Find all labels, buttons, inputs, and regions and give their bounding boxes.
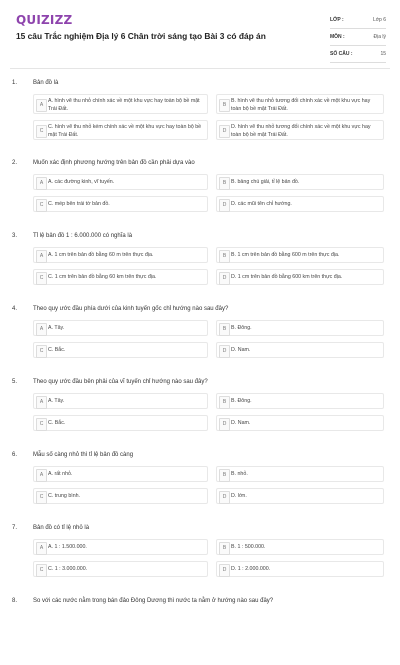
question-text: Tỉ lệ bản đồ 1 : 6.000.000 có nghĩa là: [33, 233, 133, 239]
option-letter-badge: B: [219, 99, 230, 112]
answer-option-c[interactable]: [33, 120, 208, 140]
answer-option-b[interactable]: [216, 466, 384, 482]
answer-option-c[interactable]: [33, 561, 208, 577]
option-text: D. hình vẽ thu nhỏ tương đối chính xác về một khu vực hay toàn bộ bề mặt Trái Đất.: [231, 124, 371, 138]
answer-option-c[interactable]: [33, 415, 208, 431]
worksheet-header: [0, 0, 400, 60]
question-text: Bản đồ là: [33, 80, 59, 86]
question-text: Theo quy ước đầu phía dưới của kinh tuyến gốc chỉ hướng nào sau đây?: [33, 306, 229, 312]
answer-option-d[interactable]: [216, 196, 384, 212]
answer-option-a[interactable]: [33, 539, 208, 555]
answer-option-b[interactable]: [216, 247, 384, 263]
answer-option-b[interactable]: [216, 539, 384, 555]
option-letter-badge: A: [36, 177, 47, 190]
option-text: C. hình vẽ thu nhỏ kém chính xác về một khu vực hay toàn bộ bề mặt Trái Đất.: [48, 124, 202, 138]
option-text: A. 1 cm trên bản đồ bằng 60 m trên thực địa.: [48, 252, 154, 258]
option-letter-badge: C: [36, 272, 47, 285]
answer-option-c[interactable]: [33, 196, 208, 212]
answer-option-a[interactable]: [33, 466, 208, 482]
option-text: D. Nam.: [231, 420, 251, 426]
option-text: A. 1 : 1.500.000.: [48, 544, 87, 550]
question-block: [0, 519, 400, 592]
option-text: D. 1 cm trên bản đồ bằng 600 km trên thực địa.: [231, 274, 343, 280]
meta-value: Lớp 6: [372, 17, 386, 23]
option-text: C. 1 cm trên bản đồ bằng 60 km trên thực địa.: [48, 274, 157, 280]
option-text: D. lớn.: [231, 493, 247, 499]
meta-subject: [330, 29, 386, 46]
meta-label: SỐ CÂU :: [330, 51, 353, 57]
option-text: B. 1 cm trên bản đồ bằng 600 m trên thực địa.: [231, 252, 340, 258]
option-letter-badge: C: [36, 564, 47, 577]
answer-option-d[interactable]: [216, 415, 384, 431]
worksheet-title: 15 câu Trắc nghiệm Địa lý 6 Chân trời sáng tạo Bài 3 có đáp án: [16, 31, 266, 41]
question-number: 2.: [12, 160, 18, 166]
question-number: 7.: [12, 525, 18, 531]
question-number: 6.: [12, 452, 18, 458]
option-letter-badge: C: [36, 491, 47, 504]
question-number: 4.: [12, 306, 18, 312]
answer-option-a[interactable]: [33, 247, 208, 263]
option-letter-badge: C: [36, 418, 47, 431]
option-text: D. Nam.: [231, 347, 251, 353]
option-text: D. các mũi tên chỉ hướng.: [231, 201, 292, 207]
answer-option-a[interactable]: [33, 174, 208, 190]
answer-option-d[interactable]: [216, 342, 384, 358]
option-letter-badge: B: [219, 542, 230, 555]
option-letter-badge: B: [219, 469, 230, 482]
question-block: [0, 154, 400, 227]
option-letter-badge: A: [36, 469, 47, 482]
question-number: 1.: [12, 80, 18, 86]
option-letter-badge: A: [36, 323, 47, 336]
question-text: Muốn xác định phương hướng trên bản đồ cần phải dựa vào: [33, 160, 195, 166]
question-text: So với các nước nằm trong bán đảo Đông Dương thì nước ta nằm ở hướng nào sau đây?: [33, 598, 274, 604]
question-text: Mẫu số càng nhỏ thì tỉ lệ bản đồ càng: [33, 452, 134, 458]
answer-option-c[interactable]: [33, 488, 208, 504]
option-letter-badge: A: [36, 250, 47, 263]
option-text: C. Bắc.: [48, 420, 66, 426]
option-letter-badge: A: [36, 396, 47, 409]
option-letter-badge: B: [219, 250, 230, 263]
option-text: A. rất nhỏ.: [48, 471, 73, 477]
header-divider: [10, 68, 390, 69]
question-text: Theo quy ước đầu bên phải của vĩ tuyến chỉ hướng nào sau đây?: [33, 379, 208, 385]
option-letter-badge: B: [219, 177, 230, 190]
option-text: B. hình vẽ thu nhỏ tương đối chính xác về một khu vực hay toàn bộ bề mặt Trái Đất.: [231, 98, 371, 112]
answer-option-c[interactable]: [33, 342, 208, 358]
option-text: A. Tây.: [48, 398, 65, 404]
option-letter-badge: D: [219, 564, 230, 577]
answer-option-d[interactable]: [216, 561, 384, 577]
option-text: B. nhỏ.: [231, 471, 248, 477]
answer-option-b[interactable]: [216, 320, 384, 336]
answer-option-d[interactable]: [216, 120, 384, 140]
answer-option-b[interactable]: [216, 393, 384, 409]
answer-option-d[interactable]: [216, 269, 384, 285]
option-letter-badge: C: [36, 125, 47, 138]
question-text: Bản đồ có tỉ lệ nhỏ là: [33, 525, 90, 531]
option-letter-badge: B: [219, 323, 230, 336]
question-block: [0, 300, 400, 373]
option-text: A. các đường kinh, vĩ tuyến.: [48, 179, 115, 185]
option-letter-badge: D: [219, 125, 230, 138]
option-text: B. Đông.: [231, 398, 252, 404]
option-text: C. Bắc.: [48, 347, 66, 353]
option-text: C. mép bên trái tờ bản đồ.: [48, 201, 110, 207]
option-text: C. trung bình.: [48, 493, 81, 499]
question-block: [0, 74, 400, 154]
question-block: [0, 227, 400, 300]
answer-option-b[interactable]: [216, 174, 384, 190]
meta-question-count: [330, 46, 386, 63]
option-text: A. hình vẽ thu nhỏ chính xác về một khu vực hay toàn bộ bề mặt Trái Đất.: [48, 98, 200, 112]
option-text: C. 1 : 3.000.000.: [48, 566, 88, 572]
option-letter-badge: D: [219, 199, 230, 212]
answer-option-b[interactable]: [216, 94, 384, 114]
question-block: [0, 446, 400, 519]
meta-value: 15: [380, 51, 386, 57]
option-letter-badge: D: [219, 345, 230, 358]
worksheet-meta: [330, 12, 386, 63]
option-letter-badge: A: [36, 99, 47, 112]
option-text: B. bảng chú giải, tỉ lệ bản đồ.: [231, 179, 300, 185]
option-letter-badge: D: [219, 272, 230, 285]
option-letter-badge: D: [219, 418, 230, 431]
option-text: B. 1 : 500.000.: [231, 544, 266, 550]
option-text: B. Đông.: [231, 325, 252, 331]
option-letter-badge: A: [36, 542, 47, 555]
meta-label: LỚP :: [330, 17, 344, 23]
meta-value: Địa lý: [373, 34, 386, 40]
question-number: 5.: [12, 379, 18, 385]
answer-option-a[interactable]: [33, 393, 208, 409]
question-number: 8.: [12, 598, 18, 604]
answer-option-d[interactable]: [216, 488, 384, 504]
answer-option-a[interactable]: [33, 320, 208, 336]
question-block: [0, 592, 400, 665]
question-list: [0, 74, 400, 665]
answer-option-a[interactable]: [33, 94, 208, 114]
option-letter-badge: D: [219, 491, 230, 504]
meta-label: MÔN :: [330, 34, 345, 40]
option-text: D. 1 : 2.000.000.: [231, 566, 271, 572]
option-text: A. Tây.: [48, 325, 65, 331]
meta-grade: [330, 12, 386, 29]
option-letter-badge: B: [219, 396, 230, 409]
quizizz-logo: QUIZIZZ: [16, 13, 73, 27]
question-number: 3.: [12, 233, 18, 239]
option-letter-badge: C: [36, 345, 47, 358]
answer-option-c[interactable]: [33, 269, 208, 285]
option-letter-badge: C: [36, 199, 47, 212]
question-block: [0, 373, 400, 446]
